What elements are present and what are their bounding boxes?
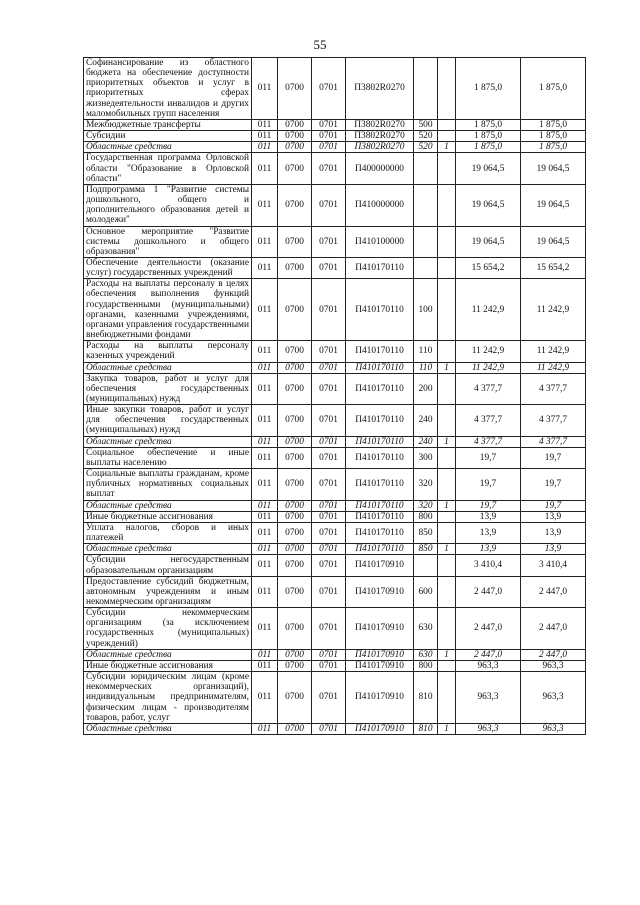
table-row [84, 447, 586, 468]
row-name: Областные средства [84, 362, 252, 373]
row-amount-1: 11 242,9 [456, 341, 521, 362]
row-amount-1: 19,7 [456, 469, 521, 500]
row-target-article: П410170110 [346, 405, 414, 436]
row-ved-code: 011 [252, 555, 278, 576]
row-amount-2: 1 875,0 [521, 131, 586, 142]
row-expense-type: 600 [414, 576, 438, 607]
row-expense-type: 800 [414, 511, 438, 522]
row-target-article: П410170910 [346, 555, 414, 576]
row-amount-2: 15 654,2 [521, 257, 586, 278]
row-amount-2: 4 377,7 [521, 436, 586, 447]
row-funding-source [438, 672, 456, 724]
row-name: Областные средства [84, 500, 252, 511]
row-subsection-code: 0701 [312, 184, 346, 226]
row-ved-code: 011 [252, 511, 278, 522]
row-amount-1: 4 377,7 [456, 373, 521, 404]
row-section-code: 0700 [278, 58, 312, 120]
row-amount-2: 3 410,4 [521, 555, 586, 576]
row-ved-code: 011 [252, 341, 278, 362]
row-funding-source [438, 576, 456, 607]
row-name: Субсидии юридическим лицам (кроме некоммерческих организаций), индивидуальным предпринимателям, физическим лицам - производителям товаров, работ, услуг [84, 672, 252, 724]
row-ved-code: 011 [252, 608, 278, 650]
row-amount-1: 11 242,9 [456, 279, 521, 341]
row-ved-code: 011 [252, 723, 278, 734]
row-funding-source [438, 469, 456, 500]
row-ved-code: 011 [252, 131, 278, 142]
row-section-code: 0700 [278, 522, 312, 543]
row-target-article: П3802R0270 [346, 58, 414, 120]
table-row [84, 723, 586, 734]
row-expense-type: 810 [414, 672, 438, 724]
row-funding-source [438, 660, 456, 671]
row-name: Областные средства [84, 142, 252, 153]
row-funding-source [438, 341, 456, 362]
row-expense-type: 200 [414, 373, 438, 404]
budget-table [83, 57, 586, 735]
row-amount-1: 15 654,2 [456, 257, 521, 278]
table-row [84, 522, 586, 543]
row-name: Основное мероприятие "Развитие системы дошкольного и общего образования" [84, 226, 252, 257]
row-name: Предоставление субсидий бюджетным, автономным учреждениям и иным некоммерческим организациям [84, 576, 252, 607]
row-funding-source [438, 279, 456, 341]
row-subsection-code: 0701 [312, 119, 346, 130]
row-amount-2: 19,7 [521, 500, 586, 511]
row-section-code: 0700 [278, 672, 312, 724]
row-amount-2: 19 064,5 [521, 226, 586, 257]
row-section-code: 0700 [278, 469, 312, 500]
row-ved-code: 011 [252, 660, 278, 671]
row-amount-2: 11 242,9 [521, 341, 586, 362]
row-expense-type: 810 [414, 723, 438, 734]
row-name: Социальное обеспечение и иные выплаты населению [84, 447, 252, 468]
row-amount-1: 11 242,9 [456, 362, 521, 373]
row-amount-1: 963,3 [456, 672, 521, 724]
row-subsection-code: 0701 [312, 500, 346, 511]
row-amount-1: 2 447,0 [456, 576, 521, 607]
table-row [84, 576, 586, 607]
row-expense-type: 800 [414, 660, 438, 671]
row-amount-1: 19,7 [456, 500, 521, 511]
row-expense-type: 850 [414, 522, 438, 543]
row-ved-code: 011 [252, 649, 278, 660]
row-amount-2: 4 377,7 [521, 373, 586, 404]
row-target-article: П410170910 [346, 672, 414, 724]
row-expense-type [414, 555, 438, 576]
row-target-article: П410170110 [346, 436, 414, 447]
page-number: 55 [313, 37, 327, 52]
row-name: Закупка товаров, работ и услуг для обеспечения государственных (муниципальных) нужд [84, 373, 252, 404]
row-name: Социальные выплаты гражданам, кроме публичных нормативных социальных выплат [84, 469, 252, 500]
row-name: Субсидии негосударственным образовательным организациям [84, 555, 252, 576]
row-name: Подпрограмма 1 "Развитие системы дошкольного, общего и дополнительного образования детей и молодежи" [84, 184, 252, 226]
row-funding-source [438, 131, 456, 142]
table-row [84, 279, 586, 341]
row-ved-code: 011 [252, 522, 278, 543]
row-amount-1: 963,3 [456, 660, 521, 671]
row-funding-source: 1 [438, 500, 456, 511]
table-row [84, 500, 586, 511]
row-funding-source [438, 373, 456, 404]
row-target-article: П410170110 [346, 500, 414, 511]
table-row [84, 405, 586, 436]
row-section-code: 0700 [278, 341, 312, 362]
row-amount-1: 4 377,7 [456, 405, 521, 436]
row-funding-source [438, 257, 456, 278]
row-expense-type: 520 [414, 142, 438, 153]
row-ved-code: 011 [252, 500, 278, 511]
row-section-code: 0700 [278, 511, 312, 522]
row-amount-1: 19 064,5 [456, 226, 521, 257]
row-funding-source [438, 608, 456, 650]
row-subsection-code: 0701 [312, 373, 346, 404]
row-section-code: 0700 [278, 555, 312, 576]
row-target-article: П3802R0270 [346, 131, 414, 142]
row-ved-code: 011 [252, 405, 278, 436]
row-section-code: 0700 [278, 119, 312, 130]
row-expense-type: 110 [414, 341, 438, 362]
row-subsection-code: 0701 [312, 279, 346, 341]
table-row [84, 555, 586, 576]
row-funding-source [438, 522, 456, 543]
row-amount-2: 19 064,5 [521, 153, 586, 184]
row-section-code: 0700 [278, 447, 312, 468]
row-expense-type: 320 [414, 469, 438, 500]
row-target-article: П410170910 [346, 660, 414, 671]
row-amount-2: 19,7 [521, 447, 586, 468]
row-amount-2: 19,7 [521, 469, 586, 500]
row-ved-code: 011 [252, 257, 278, 278]
table-row [84, 649, 586, 660]
table-row [84, 608, 586, 650]
row-amount-2: 2 447,0 [521, 608, 586, 650]
row-section-code: 0700 [278, 723, 312, 734]
row-amount-2: 13,9 [521, 544, 586, 555]
row-subsection-code: 0701 [312, 649, 346, 660]
row-target-article: П410170110 [346, 544, 414, 555]
row-name: Иные бюджетные ассигнования [84, 511, 252, 522]
row-name: Расходы на выплаты персоналу в целях обеспечения выполнения функций государственными (муниципальными) органами, казенными учреждениями, органами управления государственными внебюджетными фондами [84, 279, 252, 341]
row-amount-1: 13,9 [456, 522, 521, 543]
row-expense-type: 630 [414, 649, 438, 660]
row-ved-code: 011 [252, 373, 278, 404]
row-target-article: П410170110 [346, 522, 414, 543]
row-expense-type: 240 [414, 436, 438, 447]
row-target-article: П410170910 [346, 649, 414, 660]
row-subsection-code: 0701 [312, 447, 346, 468]
row-ved-code: 011 [252, 153, 278, 184]
row-expense-type: 240 [414, 405, 438, 436]
row-name: Субсидии некоммерческим организациям (за исключением государственных (муниципальных) учреждений) [84, 608, 252, 650]
row-subsection-code: 0701 [312, 608, 346, 650]
row-section-code: 0700 [278, 544, 312, 555]
row-funding-source [438, 58, 456, 120]
row-section-code: 0700 [278, 500, 312, 511]
row-subsection-code: 0701 [312, 469, 346, 500]
row-amount-1: 13,9 [456, 511, 521, 522]
row-subsection-code: 0701 [312, 341, 346, 362]
row-ved-code: 011 [252, 142, 278, 153]
row-funding-source [438, 511, 456, 522]
row-section-code: 0700 [278, 405, 312, 436]
row-amount-1: 13,9 [456, 544, 521, 555]
table-row [84, 469, 586, 500]
row-subsection-code: 0701 [312, 522, 346, 543]
row-section-code: 0700 [278, 153, 312, 184]
row-amount-1: 19,7 [456, 447, 521, 468]
row-subsection-code: 0701 [312, 660, 346, 671]
row-amount-2: 1 875,0 [521, 142, 586, 153]
table-row [84, 660, 586, 671]
row-name: Обеспечение деятельности (оказание услуг) государственных учреждений [84, 257, 252, 278]
row-amount-2: 963,3 [521, 723, 586, 734]
row-amount-2: 2 447,0 [521, 649, 586, 660]
row-name: Областные средства [84, 544, 252, 555]
row-name: Областные средства [84, 723, 252, 734]
row-expense-type: 110 [414, 362, 438, 373]
row-funding-source: 1 [438, 142, 456, 153]
row-subsection-code: 0701 [312, 257, 346, 278]
row-target-article: П3802R0270 [346, 142, 414, 153]
table-row [84, 184, 586, 226]
row-name: Иные бюджетные ассигнования [84, 660, 252, 671]
row-ved-code: 011 [252, 469, 278, 500]
row-amount-1: 2 447,0 [456, 649, 521, 660]
row-amount-2: 1 875,0 [521, 58, 586, 120]
row-expense-type [414, 58, 438, 120]
row-amount-1: 2 447,0 [456, 608, 521, 650]
row-expense-type: 630 [414, 608, 438, 650]
row-ved-code: 011 [252, 184, 278, 226]
row-expense-type [414, 153, 438, 184]
row-section-code: 0700 [278, 373, 312, 404]
row-subsection-code: 0701 [312, 153, 346, 184]
row-amount-2: 963,3 [521, 672, 586, 724]
row-amount-2: 2 447,0 [521, 576, 586, 607]
row-expense-type [414, 226, 438, 257]
table-row [84, 142, 586, 153]
row-amount-2: 1 875,0 [521, 119, 586, 130]
row-expense-type: 320 [414, 500, 438, 511]
row-expense-type [414, 184, 438, 226]
row-name: Областные средства [84, 436, 252, 447]
row-subsection-code: 0701 [312, 226, 346, 257]
row-target-article: П410170110 [346, 373, 414, 404]
row-section-code: 0700 [278, 184, 312, 226]
row-section-code: 0700 [278, 660, 312, 671]
row-funding-source: 1 [438, 649, 456, 660]
table-row [84, 153, 586, 184]
row-ved-code: 011 [252, 544, 278, 555]
row-ved-code: 011 [252, 447, 278, 468]
row-section-code: 0700 [278, 257, 312, 278]
row-target-article: П410170910 [346, 576, 414, 607]
row-subsection-code: 0701 [312, 131, 346, 142]
row-amount-1: 1 875,0 [456, 142, 521, 153]
row-ved-code: 011 [252, 576, 278, 607]
row-name: Областные средства [84, 649, 252, 660]
row-expense-type: 850 [414, 544, 438, 555]
row-amount-1: 19 064,5 [456, 153, 521, 184]
row-target-article: П410170910 [346, 608, 414, 650]
row-name: Субсидии [84, 131, 252, 142]
table-row [84, 672, 586, 724]
row-ved-code: 011 [252, 672, 278, 724]
row-amount-1: 3 410,4 [456, 555, 521, 576]
row-target-article: П410170110 [346, 279, 414, 341]
row-name: Софинансирование из областного бюджета на обеспечение доступности приоритетных объектов и услуг в приоритетных сферах жизнедеятельности инвалидов и других маломобильных групп населения [84, 58, 252, 120]
row-section-code: 0700 [278, 362, 312, 373]
table-row [84, 544, 586, 555]
table-row [84, 257, 586, 278]
row-subsection-code: 0701 [312, 142, 346, 153]
row-amount-2: 11 242,9 [521, 362, 586, 373]
row-expense-type: 500 [414, 119, 438, 130]
row-subsection-code: 0701 [312, 672, 346, 724]
row-section-code: 0700 [278, 226, 312, 257]
row-target-article: П410170110 [346, 511, 414, 522]
row-target-article: П410170110 [346, 447, 414, 468]
table-row [84, 362, 586, 373]
row-amount-2: 13,9 [521, 511, 586, 522]
row-funding-source [438, 405, 456, 436]
row-funding-source: 1 [438, 362, 456, 373]
row-target-article: П410170110 [346, 257, 414, 278]
row-ved-code: 011 [252, 119, 278, 130]
row-target-article: П410100000 [346, 226, 414, 257]
row-subsection-code: 0701 [312, 555, 346, 576]
table-row [84, 511, 586, 522]
row-amount-2: 963,3 [521, 660, 586, 671]
row-amount-1: 1 875,0 [456, 58, 521, 120]
row-name: Уплата налогов, сборов и иных платежей [84, 522, 252, 543]
row-ved-code: 011 [252, 279, 278, 341]
row-section-code: 0700 [278, 279, 312, 341]
row-target-article: П410170910 [346, 723, 414, 734]
row-amount-2: 4 377,7 [521, 405, 586, 436]
row-subsection-code: 0701 [312, 511, 346, 522]
table-row [84, 58, 586, 120]
table-row [84, 341, 586, 362]
table-row [84, 119, 586, 130]
row-target-article: П410170110 [346, 362, 414, 373]
row-funding-source [438, 119, 456, 130]
row-funding-source [438, 153, 456, 184]
row-funding-source [438, 447, 456, 468]
row-name: Иные закупки товаров, работ и услуг для обеспечения государственных (муниципальных) нужд [84, 405, 252, 436]
row-amount-1: 1 875,0 [456, 119, 521, 130]
row-target-article: П410170110 [346, 341, 414, 362]
table-row [84, 373, 586, 404]
row-funding-source: 1 [438, 723, 456, 734]
row-section-code: 0700 [278, 576, 312, 607]
row-amount-1: 963,3 [456, 723, 521, 734]
row-expense-type: 100 [414, 279, 438, 341]
row-subsection-code: 0701 [312, 576, 346, 607]
row-subsection-code: 0701 [312, 723, 346, 734]
row-funding-source [438, 555, 456, 576]
row-name: Межбюджетные трансферты [84, 119, 252, 130]
row-amount-2: 11 242,9 [521, 279, 586, 341]
row-ved-code: 011 [252, 58, 278, 120]
row-amount-2: 13,9 [521, 522, 586, 543]
row-funding-source: 1 [438, 544, 456, 555]
row-target-article: П400000000 [346, 153, 414, 184]
row-section-code: 0700 [278, 608, 312, 650]
row-subsection-code: 0701 [312, 405, 346, 436]
table-row [84, 131, 586, 142]
row-amount-1: 1 875,0 [456, 131, 521, 142]
row-expense-type: 300 [414, 447, 438, 468]
row-ved-code: 011 [252, 436, 278, 447]
row-subsection-code: 0701 [312, 362, 346, 373]
row-subsection-code: 0701 [312, 436, 346, 447]
row-section-code: 0700 [278, 436, 312, 447]
table-row [84, 226, 586, 257]
row-funding-source [438, 184, 456, 226]
row-target-article: П410170110 [346, 469, 414, 500]
row-expense-type [414, 257, 438, 278]
row-target-article: П3802R0270 [346, 119, 414, 130]
row-ved-code: 011 [252, 362, 278, 373]
row-name: Расходы на выплаты персоналу казенных учреждений [84, 341, 252, 362]
row-section-code: 0700 [278, 649, 312, 660]
table-row [84, 436, 586, 447]
row-section-code: 0700 [278, 131, 312, 142]
row-amount-1: 19 064,5 [456, 184, 521, 226]
row-expense-type: 520 [414, 131, 438, 142]
row-subsection-code: 0701 [312, 544, 346, 555]
row-amount-2: 19 064,5 [521, 184, 586, 226]
row-section-code: 0700 [278, 142, 312, 153]
table-body [84, 58, 586, 735]
row-ved-code: 011 [252, 226, 278, 257]
row-amount-1: 4 377,7 [456, 436, 521, 447]
row-funding-source: 1 [438, 436, 456, 447]
row-name: Государственная программа Орловской области "Образование в Орловской области" [84, 153, 252, 184]
row-funding-source [438, 226, 456, 257]
row-target-article: П410000000 [346, 184, 414, 226]
row-subsection-code: 0701 [312, 58, 346, 120]
